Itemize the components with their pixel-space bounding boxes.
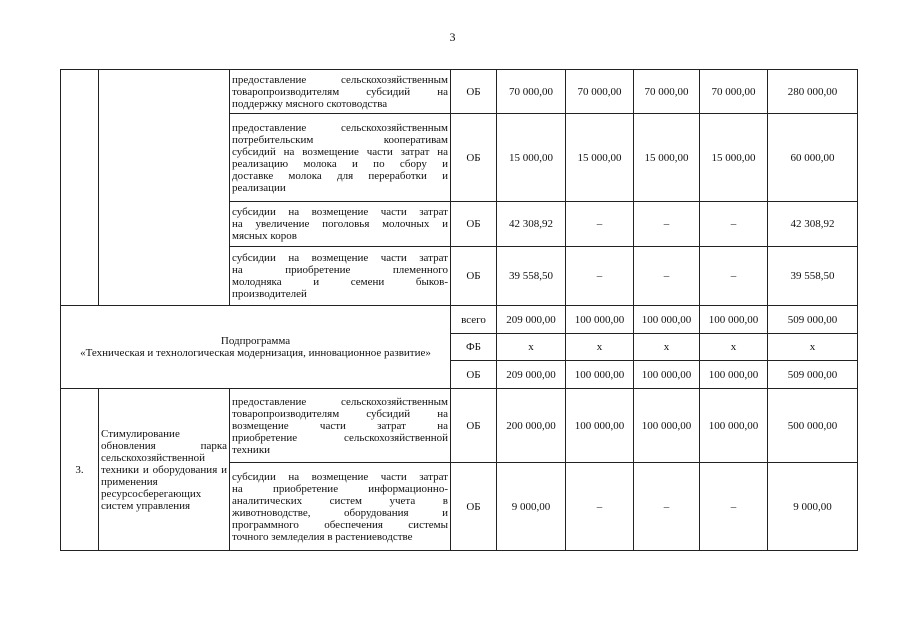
subprogram-label: Подпрограмма bbox=[220, 335, 291, 347]
description-line: субсидии на возмещение части затрат bbox=[232, 252, 448, 264]
description-cell bbox=[230, 247, 451, 306]
description-line: потребительским кооперативам bbox=[232, 133, 448, 146]
description-line: товаропроизводителям субсидий на bbox=[232, 407, 448, 420]
value-2021: 100 000,00 bbox=[566, 389, 634, 463]
description-line: животноводстве, оборудования и bbox=[232, 506, 448, 519]
table-row bbox=[61, 70, 858, 114]
description-line: субсидии на возмещение части затрат bbox=[232, 470, 448, 483]
value-2023: 100 000,00 bbox=[700, 306, 768, 334]
description-cell bbox=[230, 114, 451, 202]
description-line: на приобретение племенного bbox=[232, 264, 448, 276]
description-cell bbox=[230, 463, 451, 551]
value-2022: х bbox=[634, 334, 700, 361]
description-line: реализацию молока и по сбору и bbox=[232, 157, 448, 170]
value-2023: – bbox=[700, 202, 768, 247]
description-line: субсидий на возмещение части затрат на bbox=[232, 145, 448, 158]
value-2021: – bbox=[566, 463, 634, 551]
funding-source: ФБ bbox=[451, 334, 497, 361]
value-2020: х bbox=[497, 334, 566, 361]
description-line: предоставление сельскохозяйственным bbox=[232, 121, 448, 134]
value-2020: 42 308,92 bbox=[497, 202, 566, 247]
description-line: на приобретение информационно- bbox=[232, 482, 448, 495]
name-cell bbox=[99, 70, 230, 306]
value-2023: х bbox=[700, 334, 768, 361]
value-2021: 70 000,00 bbox=[566, 70, 634, 114]
value-2022: – bbox=[634, 202, 700, 247]
value-total: 39 558,50 bbox=[768, 247, 858, 306]
value-total: 500 000,00 bbox=[768, 389, 858, 463]
funding-source: ОБ bbox=[451, 389, 497, 463]
description-line: предоставление сельскохозяйственным bbox=[232, 73, 448, 86]
funding-source: ОБ bbox=[451, 114, 497, 202]
description-line: доставке молока для переработки и bbox=[232, 169, 448, 182]
value-2021: х bbox=[566, 334, 634, 361]
value-2020: 209 000,00 bbox=[497, 361, 566, 389]
value-2021: 100 000,00 bbox=[566, 361, 634, 389]
subprogram-title-cell bbox=[61, 306, 451, 389]
description-line: товаропроизводителям субсидий на bbox=[232, 85, 448, 98]
value-2022: 70 000,00 bbox=[634, 70, 700, 114]
value-2020: 9 000,00 bbox=[497, 463, 566, 551]
value-2020: 70 000,00 bbox=[497, 70, 566, 114]
value-2020: 15 000,00 bbox=[497, 114, 566, 202]
value-2022: 15 000,00 bbox=[634, 114, 700, 202]
value-2023: – bbox=[700, 463, 768, 551]
value-total: 9 000,00 bbox=[768, 463, 858, 551]
description-line: производителей bbox=[232, 288, 307, 300]
description-cell bbox=[230, 389, 451, 463]
value-total: 280 000,00 bbox=[768, 70, 858, 114]
value-2023: 70 000,00 bbox=[700, 70, 768, 114]
description-line: возмещение части затрат на bbox=[232, 419, 448, 432]
description-line: приобретение сельскохозяйственной bbox=[232, 431, 448, 444]
funding-source: всего bbox=[451, 306, 497, 334]
value-2021: 100 000,00 bbox=[566, 306, 634, 334]
subprogram-name: «Техническая и технологическая модернизация, инновационное развитие» bbox=[80, 347, 431, 359]
value-2022: – bbox=[634, 463, 700, 551]
value-total: 60 000,00 bbox=[768, 114, 858, 202]
value-total: х bbox=[768, 334, 858, 361]
item-number: 3. bbox=[61, 389, 99, 551]
description-line: реализации bbox=[232, 181, 286, 194]
value-2021: – bbox=[566, 202, 634, 247]
description-line: поддержку мясного скотоводства bbox=[232, 97, 388, 110]
value-2022: 100 000,00 bbox=[634, 361, 700, 389]
value-2020: 39 558,50 bbox=[497, 247, 566, 306]
value-2022: 100 000,00 bbox=[634, 389, 700, 463]
description-line: предоставление сельскохозяйственным bbox=[232, 395, 448, 408]
description-cell bbox=[230, 202, 451, 247]
description-line: мясных коров bbox=[232, 230, 297, 242]
funding-source: ОБ bbox=[451, 247, 497, 306]
value-total: 509 000,00 bbox=[768, 306, 858, 334]
funding-source: ОБ bbox=[451, 70, 497, 114]
funding-source: ОБ bbox=[451, 361, 497, 389]
description-line: субсидии на возмещение части затрат bbox=[232, 206, 448, 218]
description-line: точного земледелия в растениеводстве bbox=[232, 530, 413, 543]
value-2021: 15 000,00 bbox=[566, 114, 634, 202]
value-total: 42 308,92 bbox=[768, 202, 858, 247]
value-2020: 209 000,00 bbox=[497, 306, 566, 334]
description-line: аналитических систем учета в bbox=[232, 494, 448, 507]
budget-table bbox=[60, 69, 858, 551]
description-cell bbox=[230, 70, 451, 114]
value-total: 509 000,00 bbox=[768, 361, 858, 389]
funding-source: ОБ bbox=[451, 463, 497, 551]
number-cell bbox=[61, 70, 99, 306]
value-2022: – bbox=[634, 247, 700, 306]
page-number: 3 bbox=[449, 30, 456, 44]
value-2023: 100 000,00 bbox=[700, 389, 768, 463]
value-2023: – bbox=[700, 247, 768, 306]
description-line: программного обеспечения системы bbox=[232, 518, 448, 531]
subprogram-row bbox=[61, 306, 858, 334]
value-2020: 200 000,00 bbox=[497, 389, 566, 463]
table-row bbox=[61, 389, 858, 463]
description-line: молодняка и семени быков- bbox=[232, 276, 448, 288]
item-name: Стимулирование обновления парка сельскохозяйственной техники и оборудования и применения ресурсосберегающих систем управления bbox=[99, 389, 230, 551]
description-line: на увеличение поголовья молочных и bbox=[232, 218, 448, 230]
funding-source: ОБ bbox=[451, 202, 497, 247]
value-2023: 15 000,00 bbox=[700, 114, 768, 202]
description-line: техники bbox=[232, 443, 271, 456]
value-2022: 100 000,00 bbox=[634, 306, 700, 334]
value-2023: 100 000,00 bbox=[700, 361, 768, 389]
value-2021: – bbox=[566, 247, 634, 306]
